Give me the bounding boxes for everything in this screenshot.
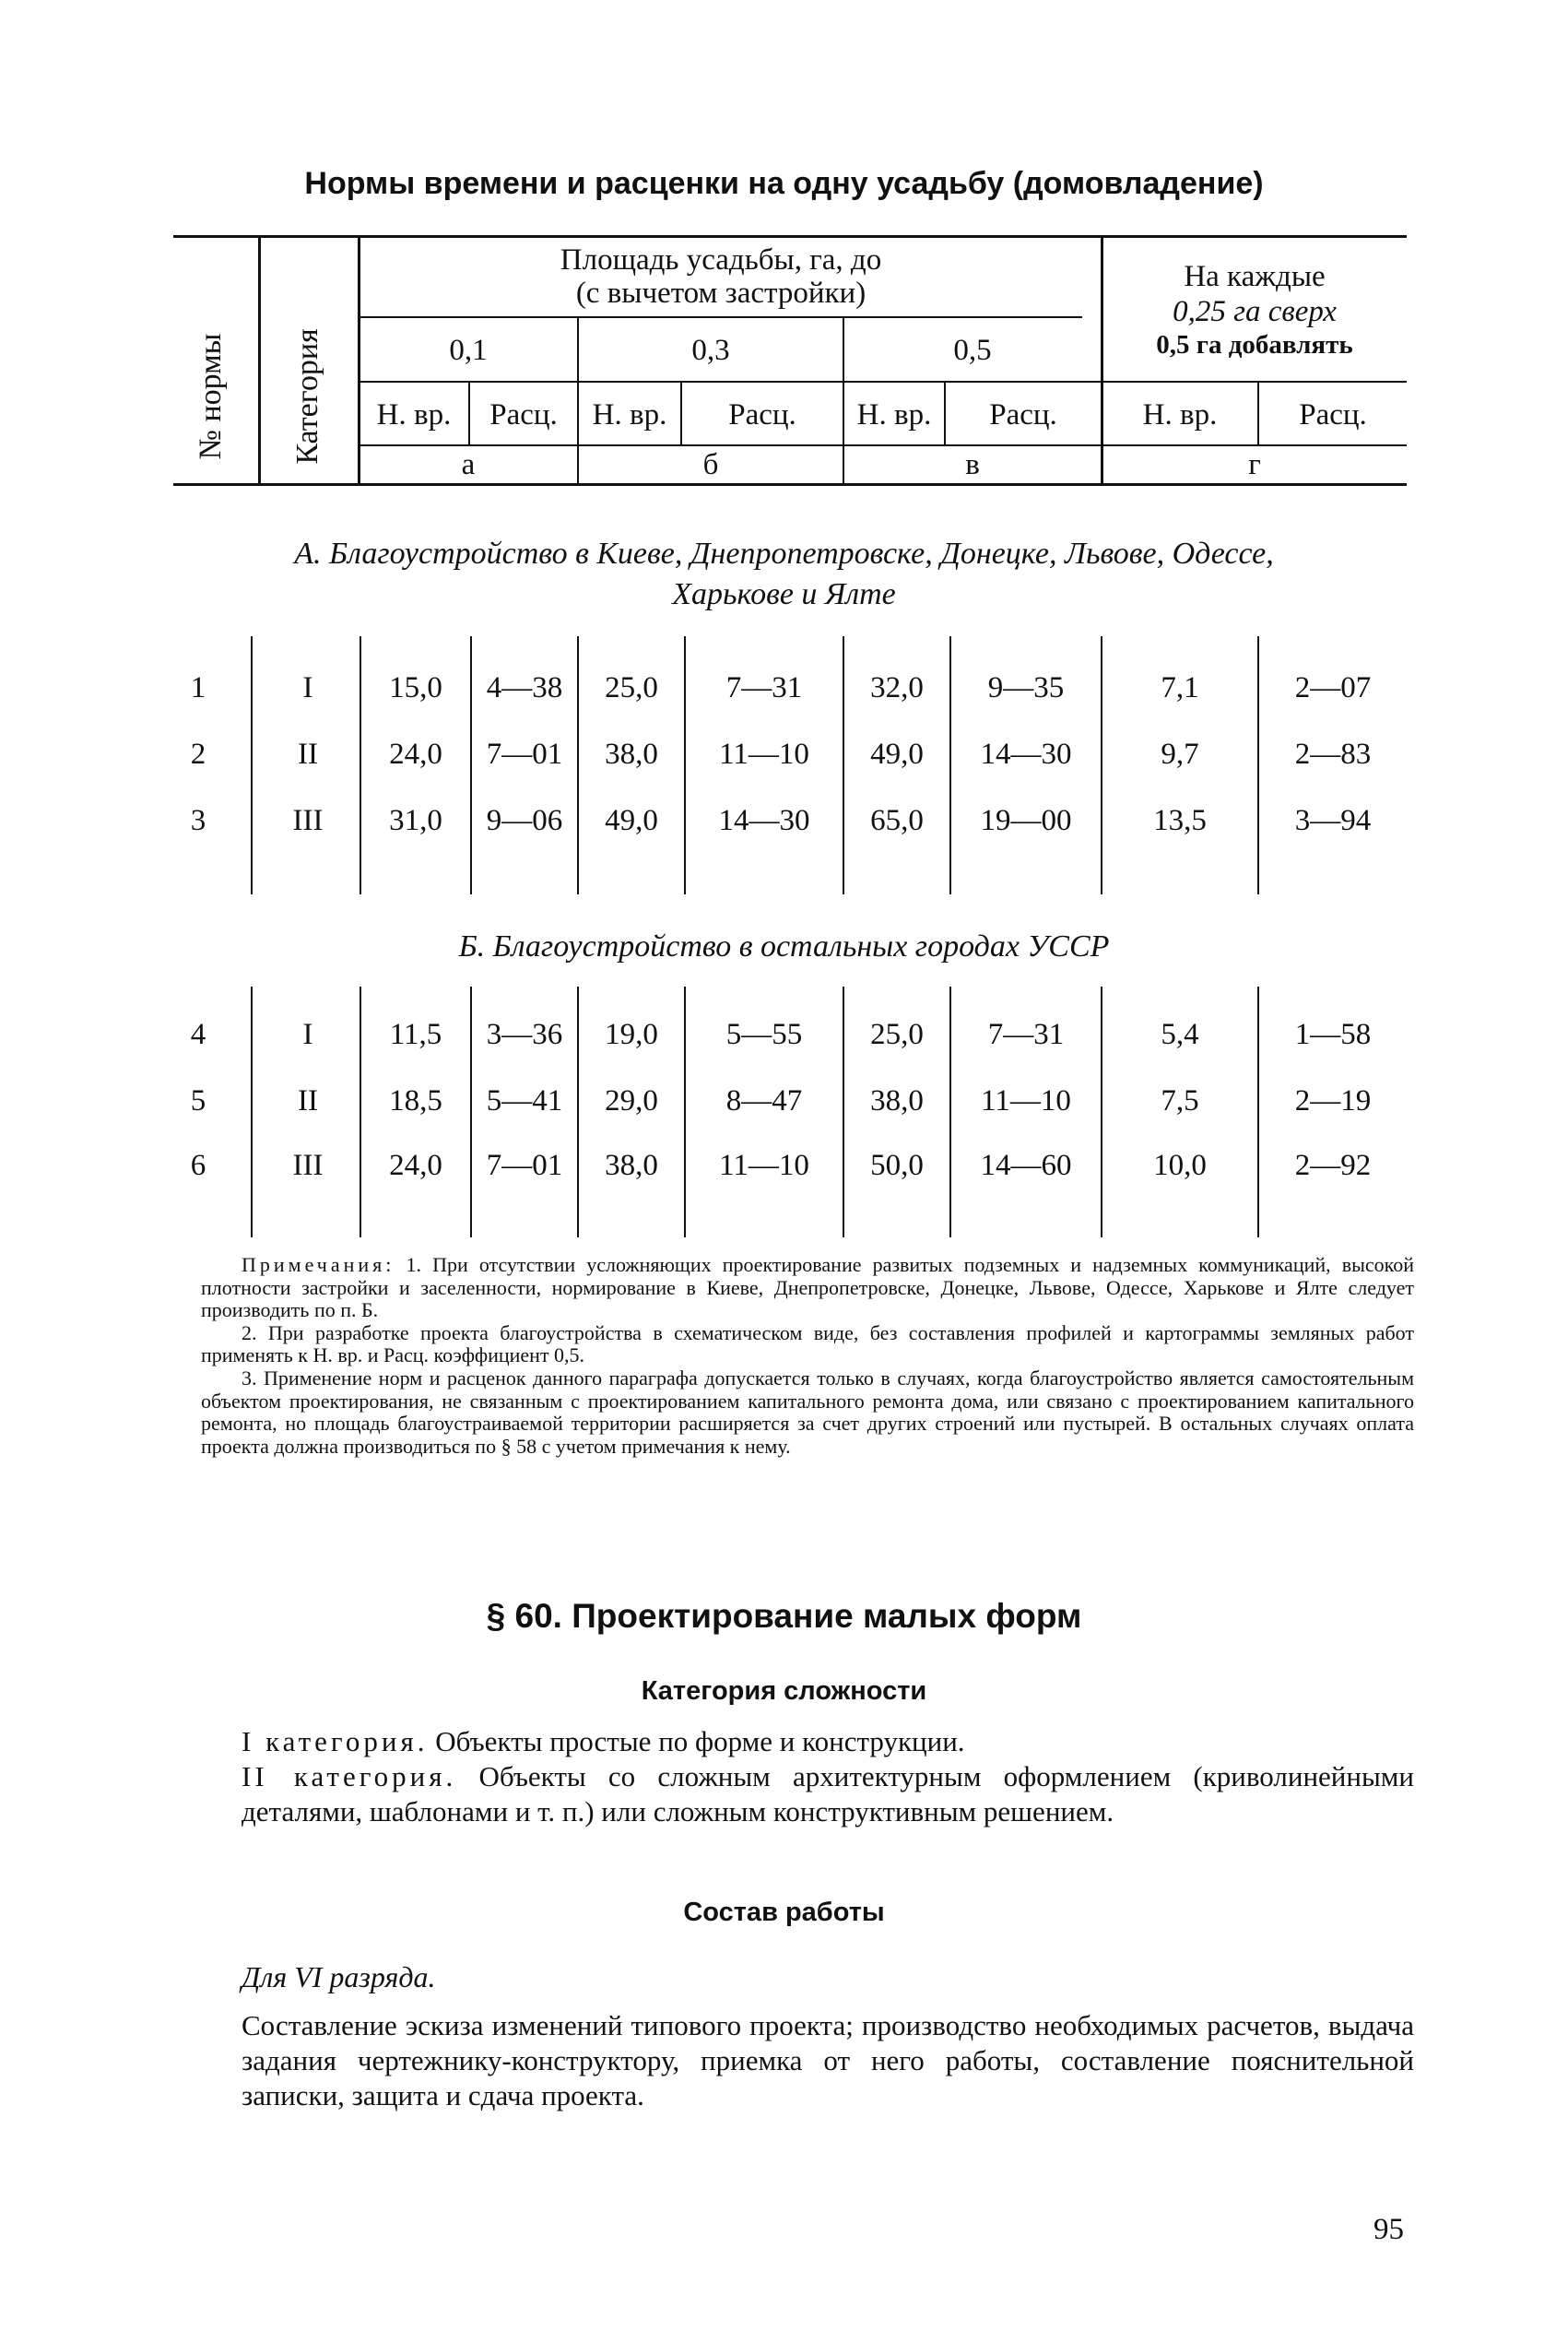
area-0-1: 0,1 xyxy=(449,334,488,367)
work-text xyxy=(242,2008,1414,2113)
cell-rasc-v: 14—60 xyxy=(980,1149,1072,1182)
area-0-5: 0,5 xyxy=(953,334,992,367)
cell-hvr-b: 38,0 xyxy=(605,1149,658,1182)
cell-rasc-g: 2—19 xyxy=(1294,1084,1372,1118)
cell-hvr-a: 15,0 xyxy=(389,671,442,704)
norm-number: 5 xyxy=(190,1084,206,1118)
norm-number: 4 xyxy=(190,1018,206,1051)
extra-header-line1: На каждые xyxy=(1184,260,1326,293)
category: I xyxy=(302,1018,313,1051)
category: I xyxy=(302,671,313,704)
sub-rasc-v: Расц. xyxy=(989,398,1057,432)
cell-hvr-b: 19,0 xyxy=(605,1018,658,1051)
column-header-norm: № нормы xyxy=(194,333,228,460)
section-heading: § 60. Проектирование малых форм xyxy=(486,1597,1082,1635)
column-header-category: Категория xyxy=(290,328,324,465)
sub-hvr-b: Н. вр. xyxy=(592,398,667,432)
letter-v: в xyxy=(965,448,980,481)
cell-hvr-v: 32,0 xyxy=(870,671,924,704)
cell-rasc-v: 7—31 xyxy=(987,1018,1065,1051)
cell-rasc-b: 7—31 xyxy=(725,671,803,704)
cell-rasc-b: 5—55 xyxy=(725,1018,803,1051)
note-2: 2. При разработке проекта благоустройства в схематическом виде, без составления профилей и картограммы земляных работ применять к Н. вр. и Расц. коэффициент 0,5. xyxy=(201,1320,1414,1367)
cell-hvr-a: 24,0 xyxy=(389,738,442,771)
note-1: 1. При отсутствии усложняющих проектирование развитых подземных и надземных коммуникаций, высокой плотности застройки и заселенности, нормирование в Киеве, Днепропетровске, Донецке, Львове, Одессе, Харькове и Ялте следует производить по п. Б. xyxy=(201,1253,1415,1322)
sub-rasc-b: Расц. xyxy=(728,398,796,432)
area-0-3: 0,3 xyxy=(691,334,730,367)
cell-rasc-b: 14—30 xyxy=(718,804,810,837)
cell-rasc-a: 9—06 xyxy=(486,804,563,837)
note-3: 3. Применение норм и расценок данного параграфа допускается только в случаях, когда благоустройство является самостоятельным объектом проектирования, не связанным с проектированием капитального ремонта дома, или связано с проектированием капитального ремонта, но площадь благоустраиваемой территории расширяется за счет других строений или пустырей. В остальных случаях оплата проекта должна производиться по § 58 с учетом примечания к нему. xyxy=(201,1366,1414,1458)
cell-hvr-g: 10,0 xyxy=(1153,1149,1207,1182)
notes-label: Примечания: xyxy=(242,1253,395,1276)
cell-hvr-v: 25,0 xyxy=(870,1018,924,1051)
cell-rasc-g: 3—94 xyxy=(1294,804,1372,837)
cell-rasc-v: 19—00 xyxy=(980,804,1072,837)
cat1-label: I категория. xyxy=(242,1725,429,1757)
norm-number: 1 xyxy=(190,671,206,704)
cell-hvr-g: 9,7 xyxy=(1161,738,1199,771)
cell-rasc-v: 14—30 xyxy=(980,738,1072,771)
cell-rasc-g: 2—83 xyxy=(1294,738,1372,771)
section-a-title-line2: Харькове и Ялте xyxy=(672,577,896,611)
letter-g: г xyxy=(1248,448,1261,481)
cell-hvr-v: 65,0 xyxy=(870,804,924,837)
work-paragraph: Составление эскиза изменений типового проекта; производство необходимых расчетов, выдача задания чертежнику-конструктору, приемка от него работы, составление пояснительной записки, защита и сдача проекта. xyxy=(242,2009,1414,2111)
cell-hvr-v: 50,0 xyxy=(870,1149,924,1182)
cell-hvr-a: 24,0 xyxy=(389,1149,442,1182)
norm-number: 3 xyxy=(190,804,206,837)
page-number: 95 xyxy=(1373,2213,1404,2246)
extra-header-line2: 0,25 га сверх xyxy=(1173,295,1337,328)
cell-rasc-a: 4—38 xyxy=(486,671,563,704)
section-b-title: Б. Благоустройство в остальных городах УССР xyxy=(458,929,1110,964)
sub-hvr-v: Н. вр. xyxy=(856,398,932,432)
sub-hvr-a: Н. вр. xyxy=(376,398,452,432)
cell-rasc-v: 9—35 xyxy=(987,671,1065,704)
norm-number: 6 xyxy=(190,1149,206,1182)
cell-hvr-g: 7,1 xyxy=(1161,671,1199,704)
cat2-label: II категория. xyxy=(242,1760,457,1792)
cell-hvr-g: 7,5 xyxy=(1161,1084,1199,1118)
cell-hvr-a: 31,0 xyxy=(389,804,442,837)
sub-hvr-g: Н. вр. xyxy=(1142,398,1218,432)
cell-rasc-g: 2—07 xyxy=(1294,671,1372,704)
cat2-text: Объекты со сложным архитектурным оформлением (криволинейными деталями, шаблонами и т. п.) или сложным конструктивным решением. xyxy=(242,1760,1415,1827)
cell-rasc-a: 7—01 xyxy=(486,738,563,771)
sub-rasc-g: Расц. xyxy=(1299,398,1367,432)
complexity-text xyxy=(242,1724,1414,1829)
cell-hvr-b: 29,0 xyxy=(605,1084,658,1118)
category: III xyxy=(292,1149,324,1182)
cell-hvr-g: 13,5 xyxy=(1153,804,1207,837)
cell-hvr-a: 11,5 xyxy=(389,1018,442,1051)
cell-hvr-b: 25,0 xyxy=(605,671,658,704)
cell-rasc-b: 8—47 xyxy=(725,1084,803,1118)
complexity-subheading: Категория сложности xyxy=(641,1676,927,1706)
cell-hvr-b: 38,0 xyxy=(605,738,658,771)
category: II xyxy=(298,738,318,771)
norm-number: 2 xyxy=(190,738,206,771)
section-a-title-line1: А. Благоустройство в Киеве, Днепропетровске, Донецке, Львове, Одессе, xyxy=(294,537,1274,571)
cell-rasc-a: 7—01 xyxy=(486,1149,563,1182)
area-header-line1: Площадь усадьбы, га, до xyxy=(560,243,882,277)
notes-block xyxy=(201,1254,1414,1458)
letter-b: б xyxy=(702,448,719,481)
cell-rasc-a: 3—36 xyxy=(486,1018,563,1051)
cell-hvr-v: 38,0 xyxy=(870,1084,924,1118)
cell-rasc-b: 11—10 xyxy=(719,1149,809,1182)
sub-rasc-a: Расц. xyxy=(489,398,558,432)
work-subheading: Состав работы xyxy=(683,1898,885,1927)
cat1-text: Объекты простые по форме и конструкции. xyxy=(435,1725,965,1757)
cell-rasc-g: 1—58 xyxy=(1294,1018,1372,1051)
extra-header-line3: 0,5 га добавлять xyxy=(1156,330,1353,360)
cell-hvr-v: 49,0 xyxy=(870,738,924,771)
cell-rasc-a: 5—41 xyxy=(486,1084,563,1118)
cell-rasc-b: 11—10 xyxy=(719,738,809,771)
category: III xyxy=(292,804,324,837)
letter-a: а xyxy=(461,448,476,481)
cell-hvr-a: 18,5 xyxy=(389,1084,442,1118)
cell-rasc-v: 11—10 xyxy=(981,1084,1071,1118)
area-header-line2: (с вычетом застройки) xyxy=(575,277,867,310)
grade-label: Для VI разряда. xyxy=(242,1960,436,1993)
cell-hvr-b: 49,0 xyxy=(605,804,658,837)
page-title: Нормы времени и расценки на одну усадьбу (домовладение) xyxy=(304,166,1264,201)
cell-rasc-g: 2—92 xyxy=(1294,1149,1372,1182)
category: II xyxy=(298,1084,318,1118)
cell-hvr-g: 5,4 xyxy=(1161,1018,1199,1051)
